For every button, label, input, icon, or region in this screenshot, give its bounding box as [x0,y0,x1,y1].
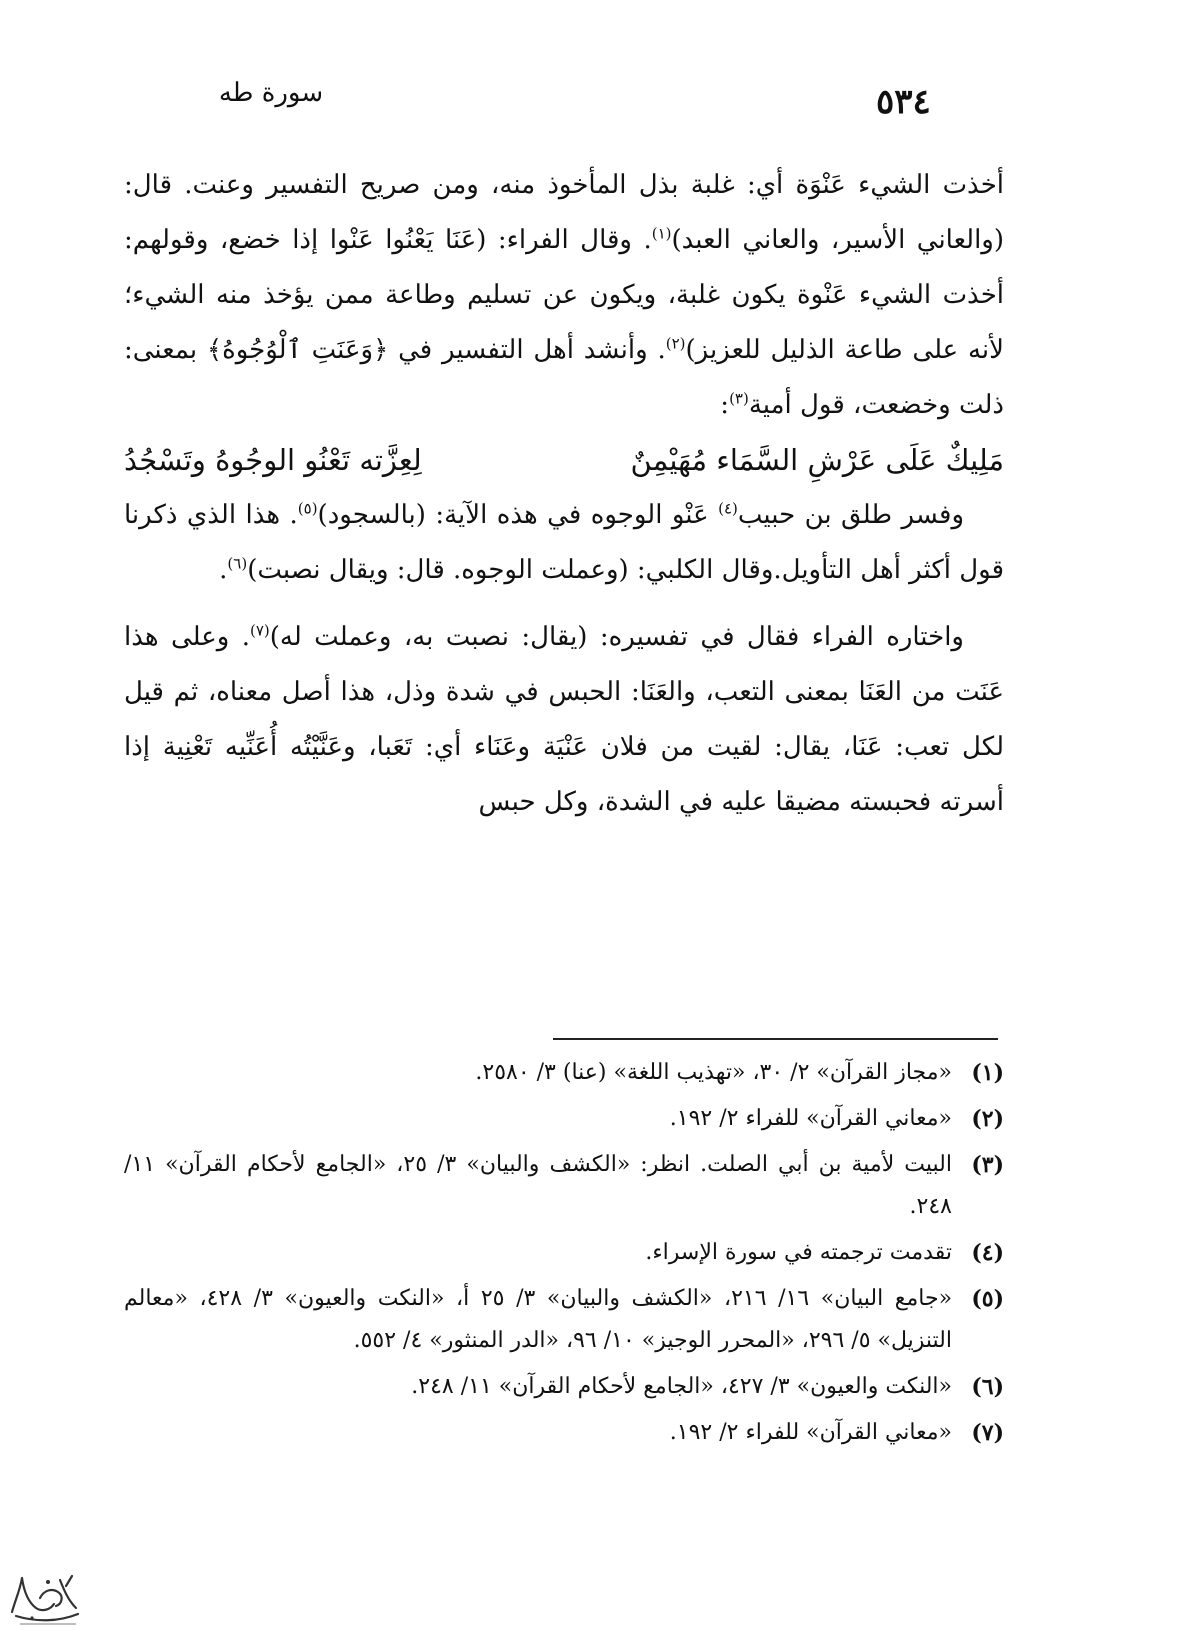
footnote-number: (٤) [971,1240,1004,1266]
paragraph-3 [124,610,1004,830]
text-run: . هذا الذي ذكرنا قول أكثر أهل التأويل.وقال الكلبي: (وعملت الوجوه. قال: ويقال نصبت) [124,500,1004,585]
footnote-text: تقدمت ترجمته في سورة الإسراء. [645,1240,952,1265]
footnote-text: «معاني القرآن» للفراء ٢/ ١٩٢. [669,1420,952,1445]
text-run: أخذت الشيء عَنْوَة أي: غلبة بذل المأخوذ منه، ومن صريح التفسير وعنت. قال: (والعاني الأسير، والعاني العبد) [124,170,1004,255]
text-run: . [219,555,228,585]
footnote-number: (٢) [971,1106,1004,1132]
footnote-item [124,1144,1004,1228]
paragraph-2 [124,488,1004,598]
verse-first-hemistich: مَلِيكٌ عَلَى عَرْشِ السَّمَاء مُهَيْمِنٌ [630,443,1004,477]
footnote-item [124,1366,1004,1408]
footnote-ref[interactable]: (٤) [718,499,738,518]
footnote-number: (٣) [971,1152,1004,1178]
main-text [124,158,1004,830]
running-title: سورة طه [218,78,324,108]
verse-second-hemistich: لِعِزَّته تَعْنُو الوجُوهُ وتَسْجُدُ [124,443,422,477]
text-run: : [720,390,730,420]
paragraph-1 [124,158,1004,433]
text-run: . وعلى هذا عَنَت من العَنَا بمعنى التعب، والعَنَا: الحبس في شدة وذل، هذا أصل معناه، ثم قيل لكل تعب: عَنَا، يقال: لقيت من فلان عَنْيَة وعَنَاء أي: تَعَبا، وعَنَّيْتُه أُعَنِّيه تَعْنِية إذا أسرته فحبسته مضيقا عليه في الشدة، وكل حبس [124,622,1004,817]
calligraphy-logo-icon [6,1568,84,1628]
text-run: . وأنشد أهل التفسير في ﴿وَعَنَتِ ٱلْوُجُوهُ﴾ بمعنى: ذلت وخضعت، قول أمية [124,335,1004,420]
footnote-ref[interactable]: (٣) [729,389,749,408]
footnote-text: «النكت والعيون» ٣/ ٤٢٧، «الجامع لأحكام القرآن» ١١/ ٢٤٨. [411,1374,952,1399]
footnote-number: (٥) [971,1286,1004,1312]
footnotes [124,1052,1004,1458]
footnote-text: «معاني القرآن» للفراء ٢/ ١٩٢. [669,1106,952,1131]
footnote-number: (٦) [971,1374,1004,1400]
footnote-ref[interactable]: (٥) [297,499,318,518]
footnote-item [124,1278,1004,1362]
footnote-text: «جامع البيان» ١٦/ ٢١٦، «الكشف والبيان» ٣/ ٢٥ أ، «النكت والعيون» ٣/ ٤٢٨، «معالم التنزيل» ٥/ ٢٩٦، «المحرر الوجيز» ١٠/ ٩٦، «الدر المنثور» ٤/ ٥٥٢. [124,1286,953,1353]
text-run: وفسر طلق بن حبيب [737,500,964,530]
text-run: واختاره الفراء فقال في تفسيره: (يقال: نصبت به، وعملت له) [269,622,964,652]
publisher-logo [6,1568,84,1628]
footnote-item [124,1232,1004,1274]
footnote-number: (١) [971,1060,1004,1086]
text-run: . وقال الفراء: (عَنَا يَعْنُوا عَنْوا إذا خضع، وقولهم: أخذت الشيء عَنْوة يكون غلبة، ويكون عن تسليم وطاعة ممن يؤخذ منه الشيء؛ لأنه على طاعة الذليل للعزيز) [124,225,1004,365]
text-run: عَنْو الوجوه في هذه الآية: (بالسجود) [317,500,719,530]
page-number: ٥٣٤ [876,82,931,122]
footnote-ref[interactable]: (٢) [665,334,686,353]
footnote-item [124,1052,1004,1094]
footnote-ref[interactable]: (١) [651,224,672,243]
footnote-item [124,1098,1004,1140]
footnote-divider [553,1038,998,1040]
footnote-item [124,1412,1004,1454]
footnote-number: (٧) [971,1420,1004,1446]
footnote-text: البيت لأمية بن أبي الصلت. انظر: «الكشف والبيان» ٣/ ٢٥، «الجامع لأحكام القرآن» ١١/ ٢٤٨. [124,1152,952,1219]
footnote-ref[interactable]: (٦) [227,554,248,573]
footnote-text: «مجاز القرآن» ٢/ ٣٠، «تهذيب اللغة» (عنا) ٣/ ٢٥٨٠. [475,1060,952,1085]
poetry-verse [124,433,1004,488]
footnote-ref[interactable]: (٧) [250,621,270,640]
